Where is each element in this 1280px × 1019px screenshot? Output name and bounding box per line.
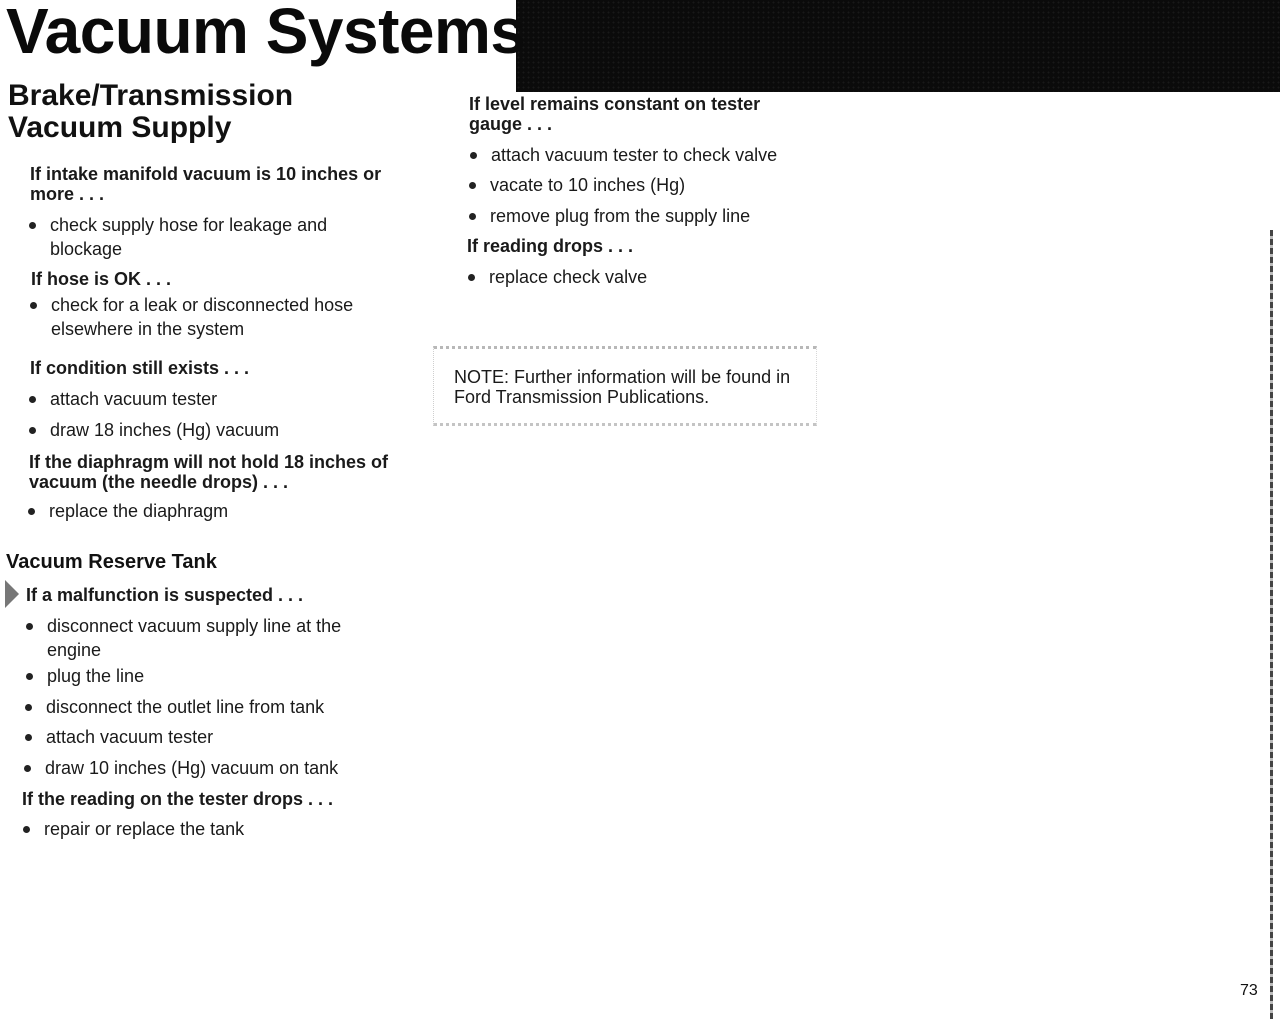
bullet-icon: [23, 826, 30, 833]
condition-line: If the diaphragm will not hold 18 inches of: [29, 452, 389, 472]
list-item: [29, 387, 217, 411]
condition-intake-vacuum: [30, 164, 381, 204]
condition-still-exists: If condition still exists . . .: [30, 358, 250, 378]
bullet-icon: [26, 623, 33, 630]
bullet-icon: [470, 152, 477, 159]
list-item: [26, 614, 341, 662]
list-item-text: remove plug from the supply line: [490, 206, 751, 226]
bullet-icon: [29, 427, 36, 434]
section-title-line1: Brake/Transmission: [8, 79, 294, 112]
bullet-icon: [30, 302, 37, 309]
bullet-icon: [24, 765, 31, 772]
list-item: [469, 173, 685, 197]
bullet-icon: [25, 734, 32, 741]
note-line: NOTE: Further information will be found in: [454, 367, 791, 387]
list-item-text: attach vacuum tester: [50, 389, 218, 409]
bullet-icon: [25, 704, 32, 711]
list-item-text: replace check valve: [489, 267, 648, 287]
condition-hose-ok: If hose is OK . . .: [31, 269, 172, 289]
condition-line: If level remains constant on tester: [469, 94, 761, 114]
condition-malfunction: If a malfunction is suspected . . .: [26, 585, 304, 605]
list-item: [29, 213, 327, 261]
list-item: [25, 725, 213, 749]
list-item-text: attach vacuum tester: [46, 727, 214, 747]
list-item: [29, 418, 279, 442]
bullet-icon: [469, 213, 476, 220]
condition-reading-drops-right: If reading drops . . .: [467, 236, 634, 256]
condition-line: more . . .: [30, 184, 105, 204]
list-item: [470, 143, 777, 167]
list-item-text: replace the diaphragm: [49, 501, 229, 521]
page-number: 73: [1240, 982, 1258, 999]
list-item-text: draw 10 inches (Hg) vacuum on tank: [45, 758, 339, 778]
section-title-brake: [8, 80, 293, 144]
list-item-text: blockage: [50, 239, 123, 259]
list-item-text: engine: [47, 640, 102, 660]
note-line: Ford Transmission Publications.: [454, 387, 710, 407]
list-item-text: repair or replace the tank: [44, 819, 245, 839]
bullet-icon: [29, 396, 36, 403]
list-item: [25, 695, 324, 719]
bullet-icon: [29, 222, 36, 229]
condition-diaphragm: [29, 452, 388, 492]
page-edge: [1270, 230, 1273, 1019]
condition-line: If intake manifold vacuum is 10 inches or: [30, 164, 382, 184]
section-title-reserve-tank: Vacuum Reserve Tank: [6, 551, 217, 573]
list-item-text: draw 18 inches (Hg) vacuum: [50, 420, 280, 440]
list-item: [26, 664, 144, 688]
list-item-text: elsewhere in the system: [51, 319, 245, 339]
list-item-text: attach vacuum tester to check valve: [491, 145, 778, 165]
list-item-text: vacate to 10 inches (Hg): [490, 175, 686, 195]
list-item-text: disconnect the outlet line from tank: [46, 697, 325, 717]
condition-line: vacuum (the needle drops) . . .: [29, 472, 289, 492]
list-item: [28, 499, 228, 523]
header-banner: [516, 0, 1280, 92]
arrow-marker-icon: [5, 580, 19, 608]
list-item: [468, 265, 647, 289]
bullet-icon: [468, 274, 475, 281]
section-title-line2: Vacuum Supply: [8, 111, 232, 144]
list-item: [23, 817, 244, 841]
list-item-text: disconnect vacuum supply line at the: [47, 616, 342, 636]
list-item-text: check for a leak or disconnected hose: [51, 295, 354, 315]
condition-reading-drops: If the reading on the tester drops . . .: [22, 789, 334, 809]
list-item: [24, 756, 338, 780]
bullet-icon: [26, 673, 33, 680]
bullet-icon: [28, 508, 35, 515]
list-item: [30, 293, 353, 341]
page-title: Vacuum Systems: [6, 0, 526, 67]
list-item-text: plug the line: [47, 666, 145, 686]
condition-level-constant: [469, 94, 760, 134]
list-item-text: check supply hose for leakage and: [50, 215, 328, 235]
note-box: [433, 346, 817, 426]
list-item: [469, 204, 750, 228]
condition-line: gauge . . .: [469, 114, 553, 134]
note-text: [454, 367, 814, 407]
bullet-icon: [469, 182, 476, 189]
